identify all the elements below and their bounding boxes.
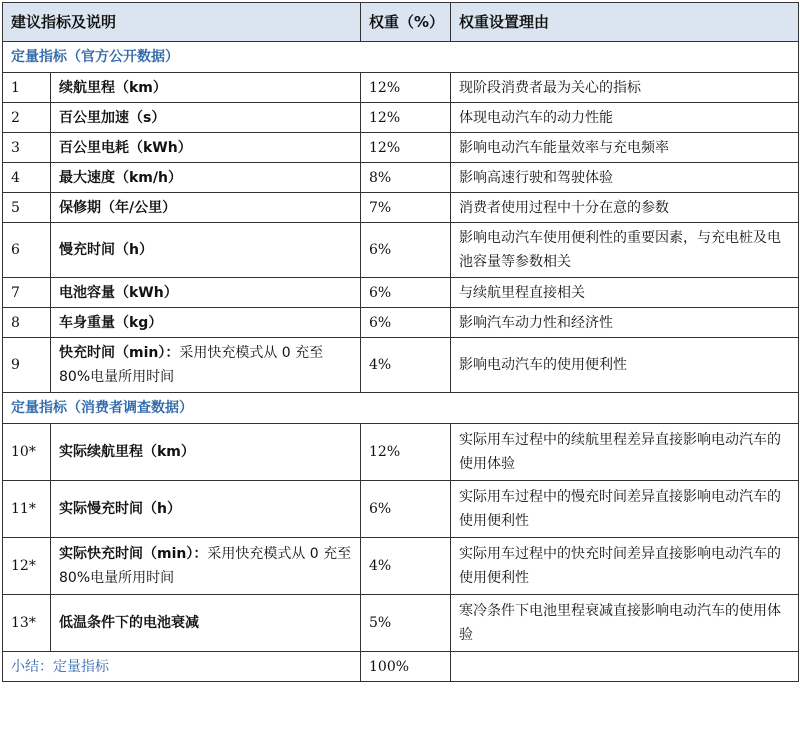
weight-value: 12% — [361, 133, 451, 163]
row-number: 10* — [3, 424, 51, 481]
table-header-row — [3, 3, 799, 42]
row-number: 11* — [3, 481, 51, 538]
indicator-name: 慢充时间（h） — [51, 223, 361, 278]
indicator-name: 百公里电耗（kWh） — [51, 133, 361, 163]
weight-value: 12% — [361, 73, 451, 103]
reason-text: 与续航里程直接相关 — [451, 278, 799, 308]
indicator-name: 百公里加速（s） — [51, 103, 361, 133]
row-number: 8 — [3, 308, 51, 338]
indicator-note: 采用快充模式从 0 充至 80%电量所用时间 — [59, 345, 324, 385]
row-number: 2 — [3, 103, 51, 133]
reason-text: 影响电动汽车使用便利性的重要因素，与充电桩及电池容量等参数相关 — [451, 223, 799, 278]
reason-text: 影响高速行驶和驾驶体验 — [451, 163, 799, 193]
weight-value: 7% — [361, 193, 451, 223]
reason-text: 影响电动汽车的使用便利性 — [451, 338, 799, 393]
row-number: 7 — [3, 278, 51, 308]
weight-value: 6% — [361, 223, 451, 278]
indicator-name: 实际慢充时间（h） — [51, 481, 361, 538]
weight-value: 4% — [361, 338, 451, 393]
row-number: 6 — [3, 223, 51, 278]
section-title-official: 定量指标（官方公开数据） — [3, 42, 799, 73]
weight-value: 6% — [361, 308, 451, 338]
weight-value: 8% — [361, 163, 451, 193]
weight-value: 6% — [361, 481, 451, 538]
reason-text: 现阶段消费者最为关心的指标 — [451, 73, 799, 103]
row-number: 3 — [3, 133, 51, 163]
reason-text: 寒冷条件下电池里程衰减直接影响电动汽车的使用体验 — [451, 595, 799, 652]
table-row — [3, 103, 799, 133]
table-row — [3, 481, 799, 538]
table-row — [3, 163, 799, 193]
table-row — [3, 424, 799, 481]
indicator-note: 采用快充模式从 0 充至 80%电量所用时间 — [59, 546, 352, 586]
weight-value: 12% — [361, 424, 451, 481]
indicator-name: 实际续航里程（km） — [51, 424, 361, 481]
table-row — [3, 538, 799, 595]
section-row-official — [3, 42, 799, 73]
table-row — [3, 338, 799, 393]
summary-row — [3, 652, 799, 682]
indicator-name — [51, 338, 361, 393]
table-row — [3, 133, 799, 163]
summary-weight: 100% — [361, 652, 451, 682]
row-number: 9 — [3, 338, 51, 393]
reason-text: 实际用车过程中的慢充时间差异直接影响电动汽车的使用便利性 — [451, 481, 799, 538]
reason-text: 影响汽车动力性和经济性 — [451, 308, 799, 338]
indicator-name: 车身重量（kg） — [51, 308, 361, 338]
reason-text: 实际用车过程中的快充时间差异直接影响电动汽车的使用便利性 — [451, 538, 799, 595]
indicator-name: 保修期（年/公里） — [51, 193, 361, 223]
row-number: 1 — [3, 73, 51, 103]
indicator-table — [2, 2, 799, 682]
indicator-name-label: 快充时间（min）： — [59, 345, 180, 361]
reason-text: 实际用车过程中的续航里程差异直接影响电动汽车的使用体验 — [451, 424, 799, 481]
indicator-name: 电池容量（kWh） — [51, 278, 361, 308]
indicator-name — [51, 538, 361, 595]
section-row-survey — [3, 393, 799, 424]
row-number: 13* — [3, 595, 51, 652]
table-row — [3, 595, 799, 652]
row-number: 5 — [3, 193, 51, 223]
weight-value: 5% — [361, 595, 451, 652]
row-number: 4 — [3, 163, 51, 193]
header-weight: 权重（%） — [361, 3, 451, 42]
summary-reason — [451, 652, 799, 682]
indicator-name: 续航里程（km） — [51, 73, 361, 103]
reason-text: 体现电动汽车的动力性能 — [451, 103, 799, 133]
indicator-name-label: 实际快充时间（min）： — [59, 546, 208, 562]
summary-label: 小结：定量指标 — [3, 652, 361, 682]
table-row — [3, 278, 799, 308]
row-number: 12* — [3, 538, 51, 595]
table-row — [3, 193, 799, 223]
section-title-survey: 定量指标（消费者调查数据） — [3, 393, 799, 424]
indicator-name: 最大速度（km/h） — [51, 163, 361, 193]
reason-text: 消费者使用过程中十分在意的参数 — [451, 193, 799, 223]
reason-text: 影响电动汽车能量效率与充电频率 — [451, 133, 799, 163]
weight-value: 4% — [361, 538, 451, 595]
header-indicator: 建议指标及说明 — [3, 3, 361, 42]
weight-value: 6% — [361, 278, 451, 308]
weight-value: 12% — [361, 103, 451, 133]
table-row — [3, 308, 799, 338]
table-row — [3, 73, 799, 103]
header-reason: 权重设置理由 — [451, 3, 799, 42]
table-row — [3, 223, 799, 278]
indicator-name: 低温条件下的电池衰减 — [51, 595, 361, 652]
